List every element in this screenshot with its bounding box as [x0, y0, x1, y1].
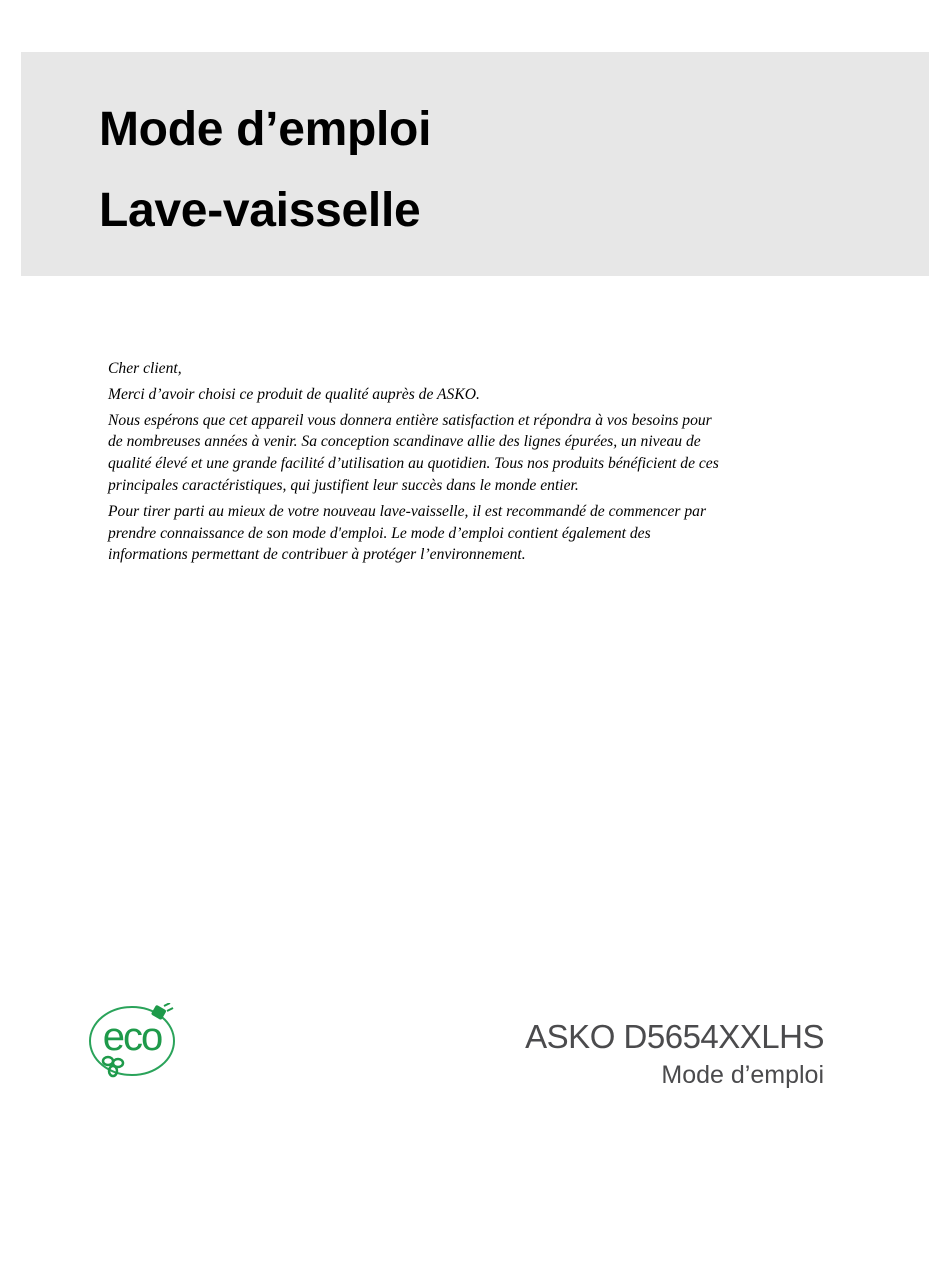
- manual-paragraph: Pour tirer parti au mieux de votre nouveau lave-vaisselle, il est recommandé de commencer par prendre connaissance de son mode d'emploi. Le mode d’emploi contient également des informations permettant de contribuer à protéger l’environnement.: [108, 502, 707, 564]
- product-subtitle: Mode d’emploi: [661, 1061, 824, 1089]
- thanks-paragraph: Merci d’avoir choisi ce produit de qualité auprès de ASKO.: [108, 385, 480, 403]
- document-title: Mode d’emploi: [99, 103, 432, 156]
- header-band: [21, 52, 929, 276]
- document-subtitle: Lave-vaisselle: [99, 184, 421, 237]
- product-model: ASKO D5654XXLHS: [525, 1018, 824, 1055]
- satisfaction-paragraph: Nous espérons que cet appareil vous donnera entière satisfaction et répondra à vos besoins pour de nombreuses années à venir. Sa conception scandinave allie des lignes épurées, un niveau de qualité élevé et une grande facilité d’utilisation au quotidien. Tous nos produits bénéficient de ces principales caractéristiques, qui justifient leur succès dans le monde entier.: [108, 411, 719, 494]
- eco-logo-icon: [86, 1003, 182, 1083]
- svg-text:eco: eco: [102, 1015, 162, 1059]
- greeting: Cher client,: [108, 360, 182, 377]
- product-info: [525, 1018, 824, 1094]
- intro-text: [108, 358, 728, 570]
